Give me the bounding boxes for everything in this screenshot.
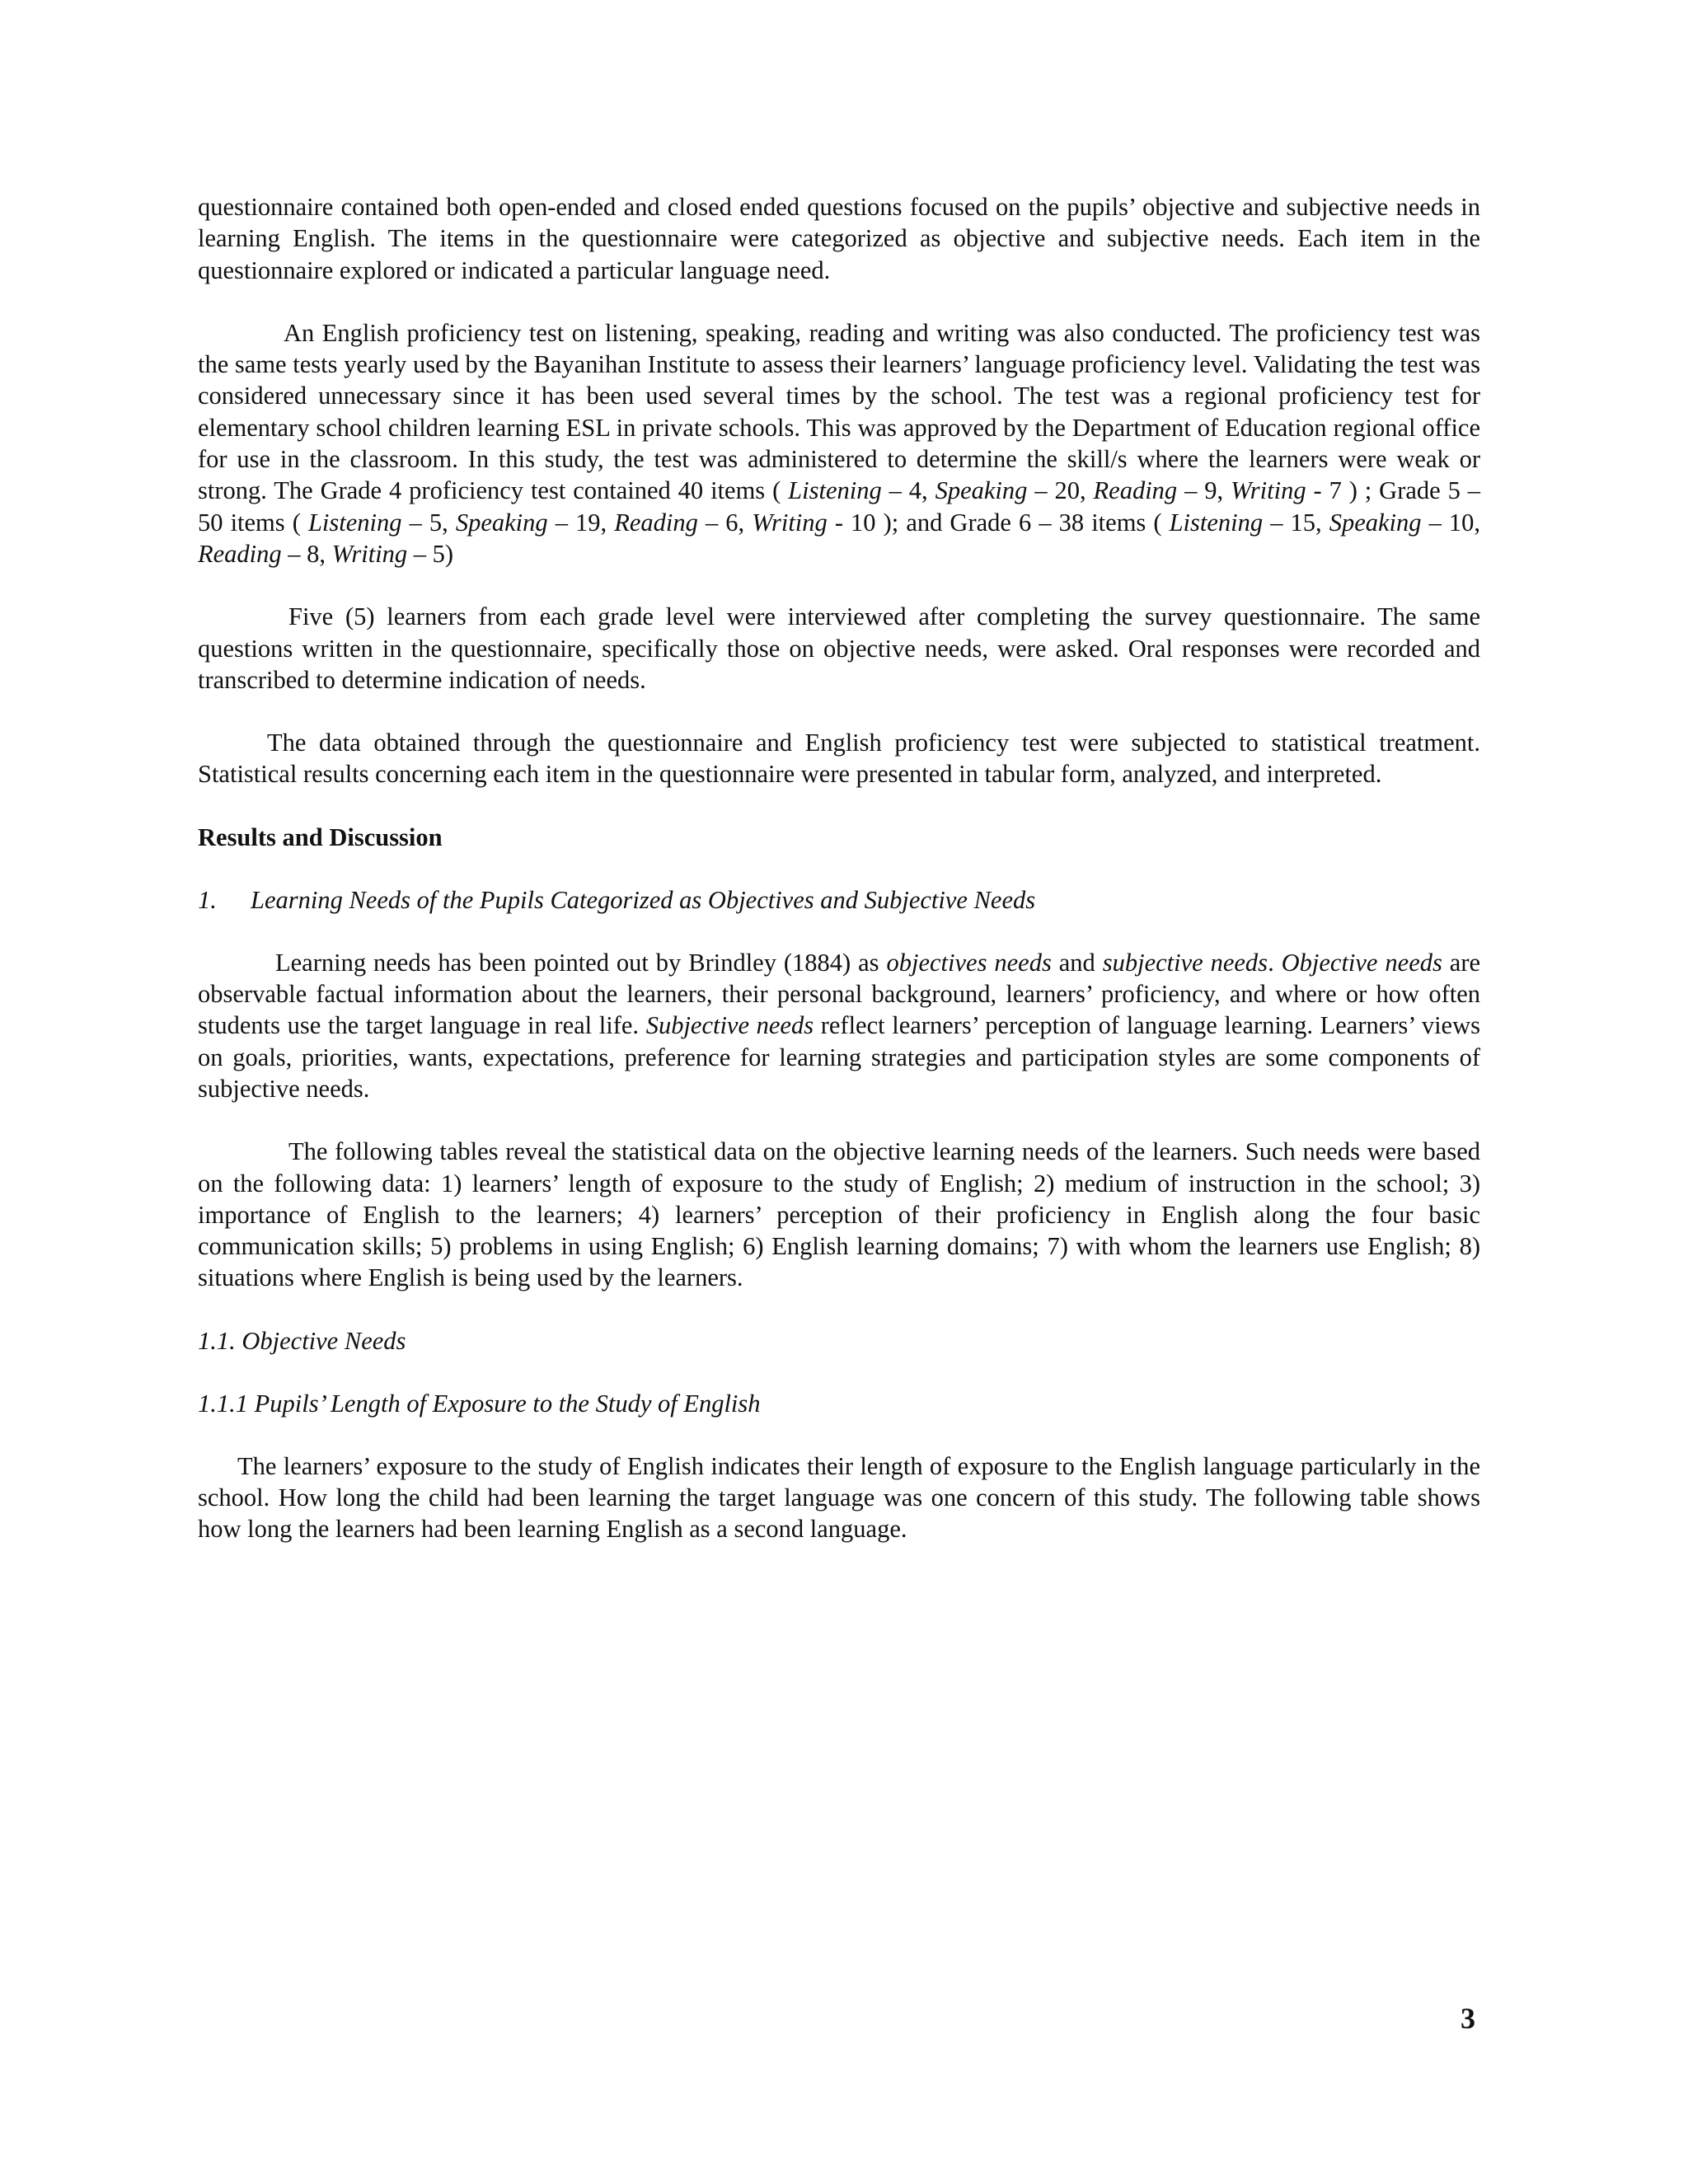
skill-label: Writing xyxy=(752,508,828,537)
section-title: Learning Needs of the Pupils Categorized as Objectives and Subjective Needs xyxy=(251,885,1036,914)
results-heading: Results and Discussion xyxy=(198,823,443,851)
paragraph-proficiency-test xyxy=(198,317,1480,569)
skill-label: Listening xyxy=(1169,508,1264,537)
section-heading xyxy=(198,884,1480,916)
skill-value: – 19, xyxy=(547,508,615,537)
skill-value: – 4, xyxy=(881,476,935,505)
paragraph-exposure: The learners’ exposure to the study of English indicates their length of exposure to the English language particularly in the school. How long the child had been learning the target language was one concern of this study. The following table shows how long the learners had been learning English as a second language. xyxy=(198,1451,1480,1544)
paragraph-learning-needs xyxy=(198,947,1480,1104)
proficiency-text: An English proficiency test on listening, speaking, reading and writing was also conducted. The proficiency test was the same tests yearly used by the Bayanihan Institute to assess their learners’ language proficiency level. Validating the test was considered unnecessary since it has been used several times by the school. The test was a regional proficiency test for elementary school children learning ESL in private schools. This was approved by the Department of Education regional office for use in the classroom. In this study, the test was administered to determine the skill/s where the learners were weak or strong. The Grade 4 proficiency test contained 40 items ( xyxy=(198,318,1480,505)
paragraph-questionnaire: questionnaire contained both open-ended and closed ended questions focused on the pupils’ objective and subjective needs in learning English. The items in the questionnaire were categorized as objective and subjective needs. Each item in the questionnaire explored or indicated a particular language need. xyxy=(198,193,1480,284)
skill-value: – 5, xyxy=(401,508,456,537)
skill-label: Listening xyxy=(788,476,882,505)
text-run: . xyxy=(1268,948,1282,977)
skill-value: - 7 ) ; Grade 5 – 50 items ( xyxy=(198,476,1481,537)
paragraph-statistical-treatment: The data obtained through the questionnaire and English proficiency test were subjected to statistical treatment. Statistical results concerning each item in the questionnaire were presented in tabular form, analyzed, and interpreted. xyxy=(198,729,1480,789)
skill-label: Writing xyxy=(1231,476,1306,505)
text-run: are observable factual information about the learners, their personal background, learners’ proficiency, and where or how often students use the target language in real life. xyxy=(198,948,1481,1040)
subsubsection-heading: 1.1.1 Pupils’ Length of Exposure to the Study of English xyxy=(198,1389,761,1418)
skill-label: Listening xyxy=(307,508,402,537)
page-body xyxy=(198,191,1480,1545)
skill-value: – 6, xyxy=(697,508,753,537)
skill-value: – 5) xyxy=(407,539,454,568)
subsection-heading: 1.1. Objective Needs xyxy=(198,1326,406,1355)
section-number: 1. xyxy=(198,885,217,914)
skill-label: Reading xyxy=(198,539,282,568)
term-subjective-needs: subjective needs xyxy=(1102,948,1268,977)
skill-value: – 15, xyxy=(1263,508,1329,537)
term-objective-needs: Objective needs xyxy=(1281,948,1442,977)
paragraph-interviews: Five (5) learners from each grade level were interviewed after completing the survey questionnaire. The same questions written in the questionnaire, specifically those on objective needs, were asked. Oral responses were recorded and transcribed to determine indication of needs. xyxy=(198,602,1480,694)
skill-value: – 9, xyxy=(1177,476,1231,505)
skill-label: Reading xyxy=(1093,476,1178,505)
skill-label: Writing xyxy=(331,539,408,568)
paragraph-objective-needs-data: The following tables reveal the statistical data on the objective learning needs of the learners. Such needs were based on the following data: 1) learners’ length of exposure to the study of English; 2) medium of instruction in the school; 3) importance of English to the learners; 4) learners’ perception of their proficiency in English along the four basic communication skills; 5) problems in using English; 6) English learning domains; 7) with whom the learners use English; 8) situations where English is being used by the learners. xyxy=(198,1137,1480,1292)
skill-value: – 10, xyxy=(1421,508,1481,537)
page-number: 3 xyxy=(1461,2002,1475,2035)
text-run: Learning needs has been pointed out by Brindley (1884) as xyxy=(275,948,887,977)
skill-label: Reading xyxy=(614,508,698,537)
text-run: reflect learners’ perception of language learning. Learners’ views on goals, priorities, wants, expectations, preference for learning strategies and participation styles are some components of subjective needs. xyxy=(198,1011,1480,1103)
skill-label: Speaking xyxy=(1329,508,1422,537)
term-subjective-needs-2: Subjective needs xyxy=(645,1011,814,1040)
skill-label: Speaking xyxy=(455,508,548,537)
text-run: and xyxy=(1051,948,1103,977)
term-objectives-needs: objectives needs xyxy=(886,948,1052,977)
skill-value: – 20, xyxy=(1027,476,1094,505)
skill-label: Speaking xyxy=(935,476,1028,505)
skill-value: – 8, xyxy=(281,539,332,568)
skill-value: - 10 ); and Grade 6 – 38 items ( xyxy=(827,508,1170,537)
